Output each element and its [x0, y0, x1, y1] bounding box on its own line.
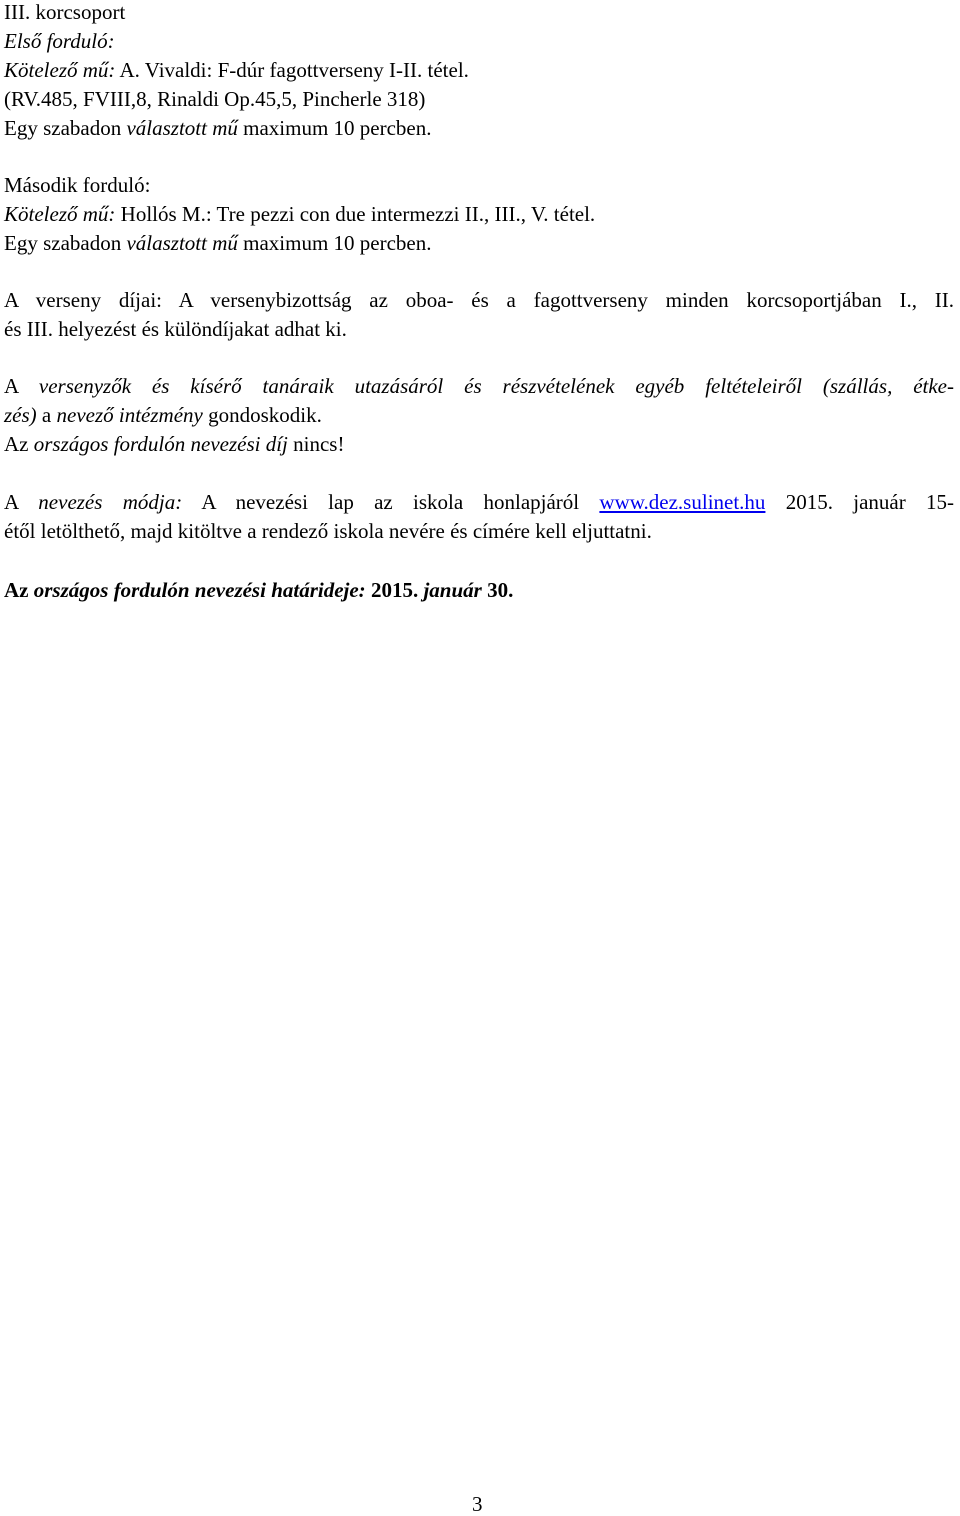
group-title: III. korcsoport	[4, 0, 126, 24]
second-round-mandatory: Kötelező mű: Hollós M.: Tre pezzi con due intermezzi II., III., V. tétel.	[4, 202, 596, 226]
school-website-link[interactable]: www.dez.sulinet.hu	[599, 490, 766, 514]
prizes-line-2: és III. helyezést és különdíjakat adhat ki.	[4, 317, 347, 341]
registration-line-1: A nevezés módja: A nevezési lap az iskola honlapjáról www.dez.sulinet.hu 2015. január 15-	[4, 490, 954, 514]
travel-line-2: zés) a nevező intézmény gondoskodik.	[4, 403, 322, 427]
second-round-free-choice: Egy szabadon választott mű maximum 10 percben.	[4, 231, 432, 255]
second-round-heading: Második forduló:	[4, 173, 151, 197]
first-round-catalogue: (RV.485, FVIII,8, Rinaldi Op.45,5, Pincherle 318)	[4, 87, 426, 111]
first-round-free-choice: Egy szabadon választott mű maximum 10 percben.	[4, 116, 432, 140]
travel-line-1: A versenyzők és kísérő tanáraik utazásáról és részvételének egyéb feltételeiről (szállás, étke-	[4, 374, 954, 398]
registration-line-2: étől letölthető, majd kitöltve a rendező iskola nevére és címére kell eljuttatni.	[4, 519, 652, 543]
first-round-heading: Első forduló:	[4, 29, 115, 53]
registration-deadline: Az országos fordulón nevezési határideje: 2015. január 30.	[4, 578, 514, 602]
prizes-line-1: A verseny díjai: A versenybizottság az oboa- és a fagottverseny minden korcsoportjában I., II.	[4, 288, 954, 312]
page-number: 3	[472, 1492, 483, 1516]
first-round-mandatory: Kötelező mű: A. Vivaldi: F-dúr fagottverseny I-II. tétel.	[4, 58, 469, 82]
entry-fee-note: Az országos fordulón nevezési díj nincs!	[4, 432, 345, 456]
